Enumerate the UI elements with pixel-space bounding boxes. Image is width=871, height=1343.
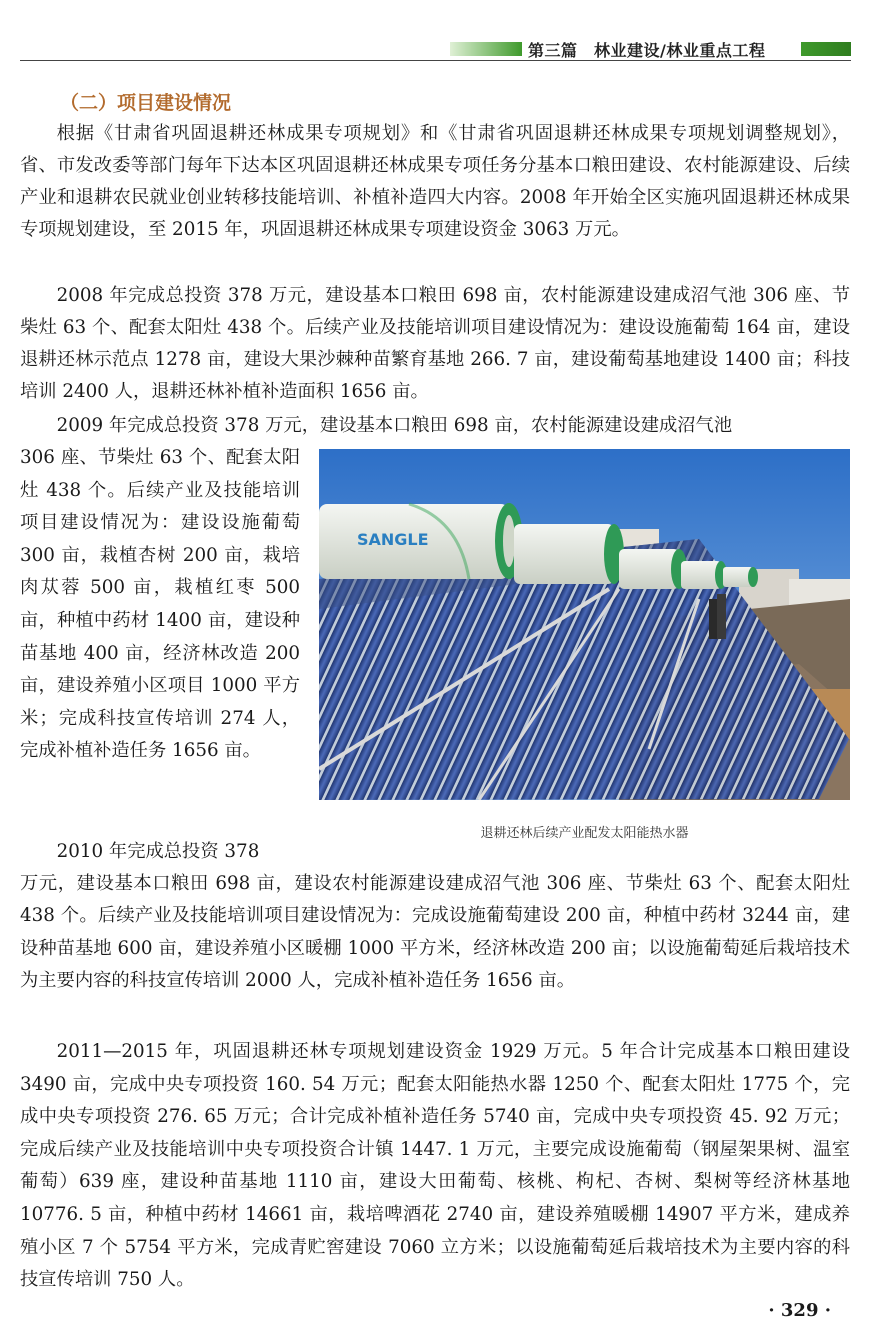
photo-caption: 退耕还林后续产业配发太阳能热水器 bbox=[480, 826, 689, 841]
header-green-bar-left bbox=[450, 42, 522, 56]
page-number: · 329 · bbox=[768, 1300, 831, 1321]
paragraph-5-text: 2011—2015 年，巩固退耕还林专项规划建设资金 1929 万元。5 年合计完成基本口粮田建设 3490 亩，完成中央专项投资 160. 54 万元；配套太阳能热水器 1250 个、配套太阳灶 1775 个，完成中央专项投资 276. 65 万元；合计完成补植补造任务 5740 亩，完成中央专项投资 45. 92 万元；完成后续产业及技能培训中央专项投资合计镇 1447. 1 万元，主要完成设施葡萄（钢屋架果树、温室葡萄）639 座，建设种苗基地 1110 亩，建设大田葡萄、核桃、枸杞、杏树、梨树等经济林基地 10776. 5 亩，种植中药材 14661 亩，栽培啤酒花 2740 亩，建设养殖暖棚 14907 平方米，建成养殖小区 7 个 5754 平方米，完成青贮窖建设 7060 立方米；以设施葡萄延后栽培技术为主要内容的科技宣传培训 750 人。 bbox=[20, 1041, 850, 1291]
paragraph-3-text: 306 座、节柴灶 63 个、配套太阳灶 438 个。后续产业及技能培训项目建设情况为：建设设施葡萄 300 亩，栽植杏树 200 亩，栽培肉苁蓉 500 亩，栽植红枣 500 亩，种植中药材 1400 亩，建设种苗基地 400 亩，经济林改造 200 亩，建设养殖小区项目 1000 平方米；完成科技宣传培训 274 人，完成补植补造任务 1656 亩。 bbox=[20, 447, 300, 762]
brand-logo: SANGLE bbox=[357, 530, 429, 549]
solar-water-heater-photo bbox=[319, 449, 850, 800]
paragraph-1-text: 根据《甘肃省巩固退耕还林成果专项规划》和《甘肃省巩固退耕还林成果专项规划调整规划》，省、市发改委等部门每年下达本区巩固退耕还林成果专项任务分基本口粮田建设、农村能源建设、后续产业和退耕农民就业创业转移技能培训、补植补造四大内容。2008 年开始全区实施巩固退耕还林成果专项规划建设，至 2015 年，巩固退耕还林成果专项建设资金 3063 万元。 bbox=[20, 123, 850, 240]
paragraph-3-wrapped bbox=[20, 442, 300, 768]
header-rule bbox=[20, 60, 851, 61]
running-header bbox=[20, 38, 851, 60]
header-green-bar-right bbox=[801, 42, 851, 56]
paragraph-4-first-line: 2010 年完成总投资 378 bbox=[56, 841, 260, 862]
paragraph-3-first-line: 2009 年完成总投资 378 万元，建设基本口粮田 698 亩，农村能源建设建成沼气池 bbox=[56, 415, 733, 436]
section-title: （二）项目建设情况 bbox=[60, 92, 232, 114]
header-title: 第三篇 林业建设/林业重点工程 bbox=[528, 41, 766, 60]
paragraph-5 bbox=[20, 1036, 850, 1297]
paragraph-4 bbox=[20, 868, 850, 998]
paragraph-2-text: 2008 年完成总投资 378 万元，建设基本口粮田 698 亩，农村能源建设建成沼气池 306 座、节柴灶 63 个、配套太阳灶 438 个。后续产业及技能培训项目建设情况为：建设设施葡萄 164 亩，建设退耕还林示范点 1278 亩，建设大果沙棘种苗繁育基地 266. 7 亩，建设葡萄基地建设 1400 亩；科技培训 2400 人，退耕还林补植补造面积 1656 亩。 bbox=[20, 285, 850, 402]
paragraph-2 bbox=[20, 280, 850, 408]
paragraph-1 bbox=[20, 118, 850, 246]
paragraph-4-text: 万元，建设基本口粮田 698 亩，建设农村能源建设建成沼气池 306 座、节柴灶 63 个、配套太阳灶 438 个。后续产业及技能培训项目建设情况为：完成设施葡萄建设 200 亩，种植中药材 3244 亩，建设种苗基地 600 亩，建设养殖小区暖棚 1000 平方米，经济林改造 200 亩；以设施葡萄延后栽培技术为主要内容的科技宣传培训 2000 人，完成补植补造任务 1656 亩。 bbox=[20, 873, 850, 992]
